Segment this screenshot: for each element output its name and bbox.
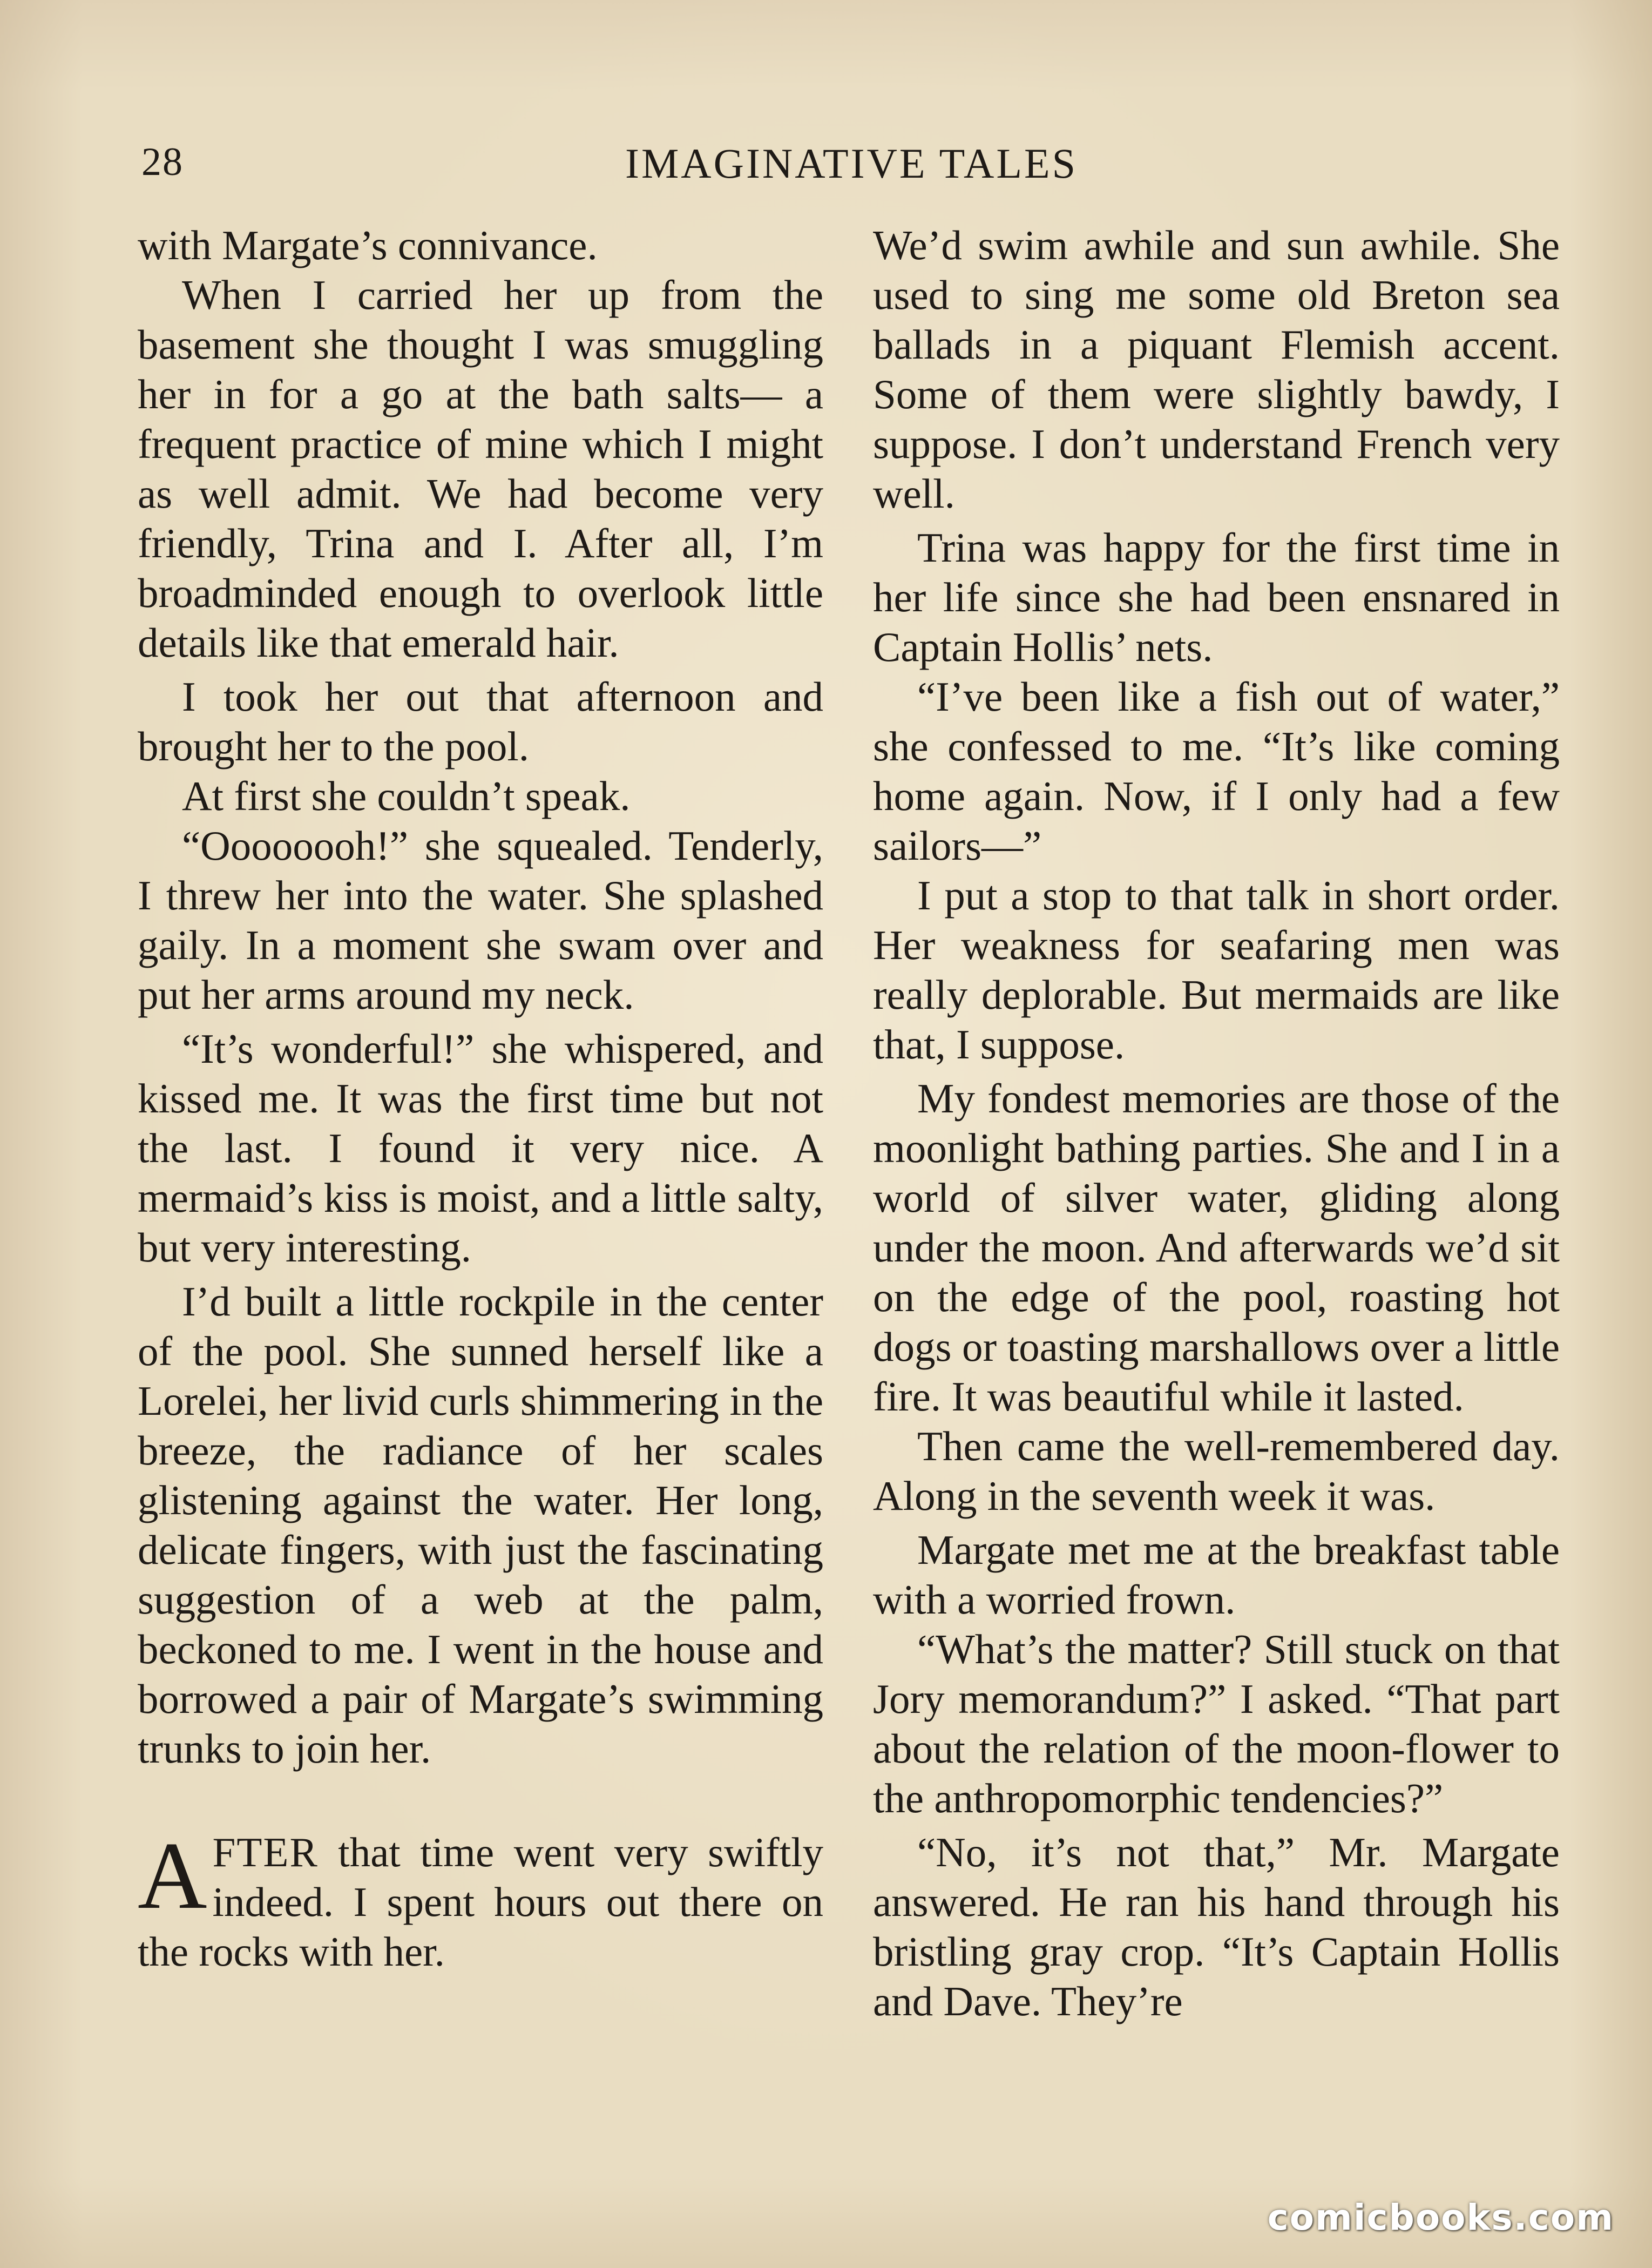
left-column <box>138 220 823 1976</box>
paragraph: When I carried her up from the basement she thought I was smuggling her in for a go at the bath salts— a frequent practice of mine which I might as well admit. We had become very friendly, Trina and I. After all, I’m broadminded enough to overlook little details like that emerald hair. <box>138 272 823 666</box>
paragraph: At first she couldn’t speak. <box>182 773 631 819</box>
right-column <box>873 220 1560 2026</box>
paragraph-text: that time went very swiftly indeed. I spent hours out there on the rocks with her. <box>138 1829 823 1975</box>
section-opening-paragraph <box>138 1822 823 1976</box>
paragraph: Then came the well-remembered day. Along in the seventh week it was. <box>873 1423 1560 1519</box>
paragraph: I’d built a little rockpile in the center of the pool. She sunned herself like a Lorelei, her livid curls shimmering in the breeze, the radiance of her scales glistening against the water. Her long, delicate fingers, with just the fascinating suggestion of a web at the palm, beckoned to me. I went in the house and borrowed a pair of Margate’s swimming trunks to join her. <box>138 1278 823 1772</box>
paragraph: “What’s the matter? Still stuck on that Jory memorandum?” I asked. “That part about the relation of the moon-flower to the anthropomorphic tendencies?” <box>873 1626 1560 1821</box>
drop-cap: A <box>138 1822 207 1929</box>
site-watermark: comicbooks.com <box>1267 2197 1614 2238</box>
paragraph: I took her out that afternoon and brought her to the pool. <box>138 673 823 770</box>
page-header <box>141 139 1561 193</box>
paragraph: with Margate’s connivance. <box>138 222 598 268</box>
paragraph: Trina was happy for the first time in her life since she had been ensnared in Captain Hollis’ nets. <box>873 524 1560 670</box>
paragraph: Margate met me at the breakfast table with a worried frown. <box>873 1527 1560 1623</box>
paragraph: My fondest memories are those of the moonlight bathing parties. She and I in a world of silver water, gliding along under the moon. And afterwards we’d sit on the edge of the pool, roasting hot dogs or toasting marshallows over a little fire. It was beautiful while it lasted. <box>873 1075 1560 1420</box>
paragraph: “Oooooooh!” she squealed. Tenderly, I threw her into the water. She splashed gaily. In a moment she swam over and put her arms around my neck. <box>138 822 823 1018</box>
paragraph: “No, it’s not that,” Mr. Margate answered. He ran his hand through his bristling gray crop. “It’s Captain Hollis and Dave. They’re <box>873 1829 1560 2024</box>
paragraph: We’d swim awhile and sun awhile. She used to sing me some old Breton sea ballads in a piquant Flemish accent. Some of them were slightly bawdy, I suppose. I don’t understand French very well. <box>873 222 1560 517</box>
opening-caps: FTER <box>212 1829 319 1875</box>
paragraph: I put a stop to that talk in short order. Her weakness for seafaring men was really deplorable. But mermaids are like that, I suppose. <box>873 872 1560 1068</box>
paragraph: “I’ve been like a fish out of water,” she confessed to me. “It’s like coming home again. Now, if I only had a few sailors—” <box>873 673 1560 869</box>
running-title: IMAGINATIVE TALES <box>625 140 1078 187</box>
page-number: 28 <box>141 140 184 184</box>
paragraph: “It’s wonderful!” she whispered, and kissed me. It was the first time but not the last. I found it very nice. A mermaid’s kiss is moist, and a little salty, but very interesting. <box>138 1025 823 1271</box>
